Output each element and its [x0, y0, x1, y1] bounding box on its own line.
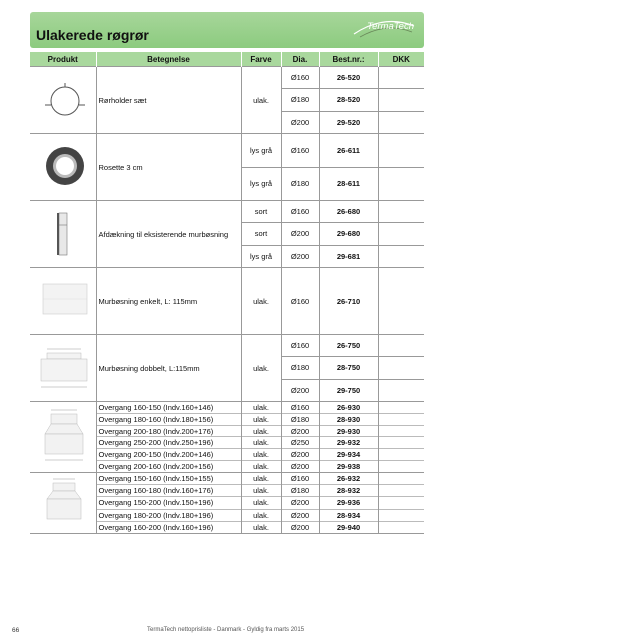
product-color: ulak. — [241, 497, 281, 509]
product-dia: Ø160 — [281, 402, 319, 414]
product-color: ulak. — [241, 437, 281, 449]
product-color: ulak. — [241, 268, 281, 335]
product-price — [378, 485, 424, 497]
product-image-murbosning-enkelt — [30, 268, 96, 335]
table-row — [30, 134, 424, 168]
col-header-dkk: DKK — [378, 52, 424, 67]
product-color: ulak. — [241, 473, 281, 485]
product-number: 29-936 — [319, 497, 378, 509]
product-price — [378, 521, 424, 533]
product-image-murbosning-dobbelt — [30, 335, 96, 402]
product-color: ulak. — [241, 449, 281, 461]
product-number: 29-938 — [319, 461, 378, 473]
table-row — [30, 473, 424, 485]
product-dia: Ø160 — [281, 134, 319, 168]
product-image-overgang-increaser — [30, 473, 96, 534]
rosette-icon — [31, 134, 95, 198]
product-price — [378, 437, 424, 449]
product-number: 28-750 — [319, 357, 378, 379]
product-price — [378, 268, 424, 335]
reducer-icon — [31, 402, 95, 470]
product-name: Overgang 200-150 (Indv.200+146) — [96, 449, 241, 461]
product-price — [378, 335, 424, 357]
product-name: Overgang 150-200 (Indv.150+196) — [96, 497, 241, 509]
product-color: ulak. — [241, 461, 281, 473]
table-row — [30, 201, 424, 223]
product-number: 28-934 — [319, 509, 378, 521]
product-number: 26-680 — [319, 201, 378, 223]
product-dia: Ø180 — [281, 485, 319, 497]
product-dia: Ø160 — [281, 473, 319, 485]
table-header-row — [30, 52, 424, 67]
product-dia: Ø200 — [281, 521, 319, 533]
product-table — [30, 52, 424, 534]
product-number: 29-750 — [319, 379, 378, 401]
double-wall-sleeve-icon — [31, 335, 95, 399]
table-row — [30, 335, 424, 357]
product-dia: Ø180 — [281, 357, 319, 379]
product-number: 26-710 — [319, 268, 378, 335]
product-color: ulak. — [241, 402, 281, 414]
product-name: Overgang 160-200 (Indv.160+196) — [96, 521, 241, 533]
product-price — [378, 413, 424, 425]
product-name: Overgang 160-150 (Indv.160+146) — [96, 402, 241, 414]
col-header-betegnelse: Betegnelse — [96, 52, 241, 67]
product-number: 29-680 — [319, 223, 378, 245]
product-dia: Ø200 — [281, 509, 319, 521]
product-number: 29-520 — [319, 111, 378, 133]
product-price — [378, 497, 424, 509]
table-row — [30, 67, 424, 89]
product-dia: Ø180 — [281, 89, 319, 111]
product-name: Overgang 200-180 (Indv.200+176) — [96, 425, 241, 437]
logo-text: TermaTech — [367, 21, 414, 32]
product-number: 29-930 — [319, 425, 378, 437]
col-header-produkt: Produkt — [30, 52, 96, 67]
product-color: ulak. — [241, 485, 281, 497]
product-color: ulak. — [241, 521, 281, 533]
product-number: 28-611 — [319, 167, 378, 201]
product-number: 29-934 — [319, 449, 378, 461]
product-dia: Ø200 — [281, 461, 319, 473]
product-name: Afdækning til eksisterende murbøsning — [96, 201, 241, 268]
product-number: 28-932 — [319, 485, 378, 497]
product-number: 26-520 — [319, 67, 378, 89]
product-color: ulak. — [241, 509, 281, 521]
product-number: 29-940 — [319, 521, 378, 533]
product-color: sort — [241, 201, 281, 223]
product-image-roerholder — [30, 67, 96, 134]
product-name: Rosette 3 cm — [96, 134, 241, 201]
product-dia: Ø160 — [281, 268, 319, 335]
termatech-logo — [350, 16, 418, 40]
product-color: lys grå — [241, 167, 281, 201]
product-dia: Ø200 — [281, 245, 319, 267]
product-price — [378, 425, 424, 437]
product-price — [378, 89, 424, 111]
product-image-afdaekning — [30, 201, 96, 268]
col-header-dia: Dia. — [281, 52, 319, 67]
wall-sleeve-icon — [31, 268, 95, 332]
product-name: Overgang 250-200 (Indv.250+196) — [96, 437, 241, 449]
product-number: 26-750 — [319, 335, 378, 357]
product-price — [378, 461, 424, 473]
product-dia: Ø200 — [281, 223, 319, 245]
product-color: ulak. — [241, 335, 281, 402]
product-number: 28-930 — [319, 413, 378, 425]
product-price — [378, 201, 424, 223]
product-number: 26-611 — [319, 134, 378, 168]
product-dia: Ø250 — [281, 437, 319, 449]
product-image-overgang-reducer — [30, 402, 96, 473]
product-name: Overgang 150-160 (Indv.150+155) — [96, 473, 241, 485]
page-header — [30, 12, 424, 48]
product-name: Overgang 200-160 (Indv.200+156) — [96, 461, 241, 473]
product-name: Murbøsning enkelt, L: 115mm — [96, 268, 241, 335]
product-number: 26-930 — [319, 402, 378, 414]
table-row — [30, 402, 424, 414]
product-number: 29-932 — [319, 437, 378, 449]
product-price — [378, 509, 424, 521]
product-price — [378, 67, 424, 89]
product-name: Murbøsning dobbelt, L:115mm — [96, 335, 241, 402]
product-image-rosette — [30, 134, 96, 201]
product-color: ulak. — [241, 425, 281, 437]
product-dia: Ø160 — [281, 335, 319, 357]
product-name: Overgang 180-200 (Indv.180+196) — [96, 509, 241, 521]
product-price — [378, 402, 424, 414]
product-dia: Ø180 — [281, 167, 319, 201]
page-number: 66 — [12, 627, 20, 634]
product-dia: Ø200 — [281, 449, 319, 461]
product-number: 26-932 — [319, 473, 378, 485]
col-header-farve: Farve — [241, 52, 281, 67]
product-number: 29-681 — [319, 245, 378, 267]
product-dia: Ø160 — [281, 67, 319, 89]
product-color: lys grå — [241, 245, 281, 267]
product-price — [378, 449, 424, 461]
product-dia: Ø200 — [281, 379, 319, 401]
product-dia: Ø200 — [281, 111, 319, 133]
product-dia: Ø180 — [281, 413, 319, 425]
product-dia: Ø200 — [281, 497, 319, 509]
product-price — [378, 379, 424, 401]
product-color: lys grå — [241, 134, 281, 168]
product-price — [378, 134, 424, 168]
product-price — [378, 167, 424, 201]
product-price — [378, 473, 424, 485]
table-row — [30, 268, 424, 335]
product-color: ulak. — [241, 67, 281, 134]
cover-plate-icon — [31, 201, 95, 265]
product-price — [378, 223, 424, 245]
product-price — [378, 111, 424, 133]
col-header-bestnr: Best.nr.: — [319, 52, 378, 67]
product-dia: Ø160 — [281, 201, 319, 223]
product-name: Rørholder sæt — [96, 67, 241, 134]
increaser-icon — [31, 473, 95, 531]
page-title: Ulakerede røgrør — [36, 27, 149, 43]
product-name: Overgang 180-160 (Indv.180+156) — [96, 413, 241, 425]
pipe-holder-icon — [31, 67, 95, 131]
product-dia: Ø200 — [281, 425, 319, 437]
product-price — [378, 245, 424, 267]
product-color: ulak. — [241, 413, 281, 425]
product-price — [378, 357, 424, 379]
product-name: Overgang 160-180 (Indv.160+176) — [96, 485, 241, 497]
footer-text: TermaTech nettoprisliste - Danmark - Gyldig fra marts 2015 — [147, 627, 305, 633]
product-color: sort — [241, 223, 281, 245]
product-number: 28-520 — [319, 89, 378, 111]
